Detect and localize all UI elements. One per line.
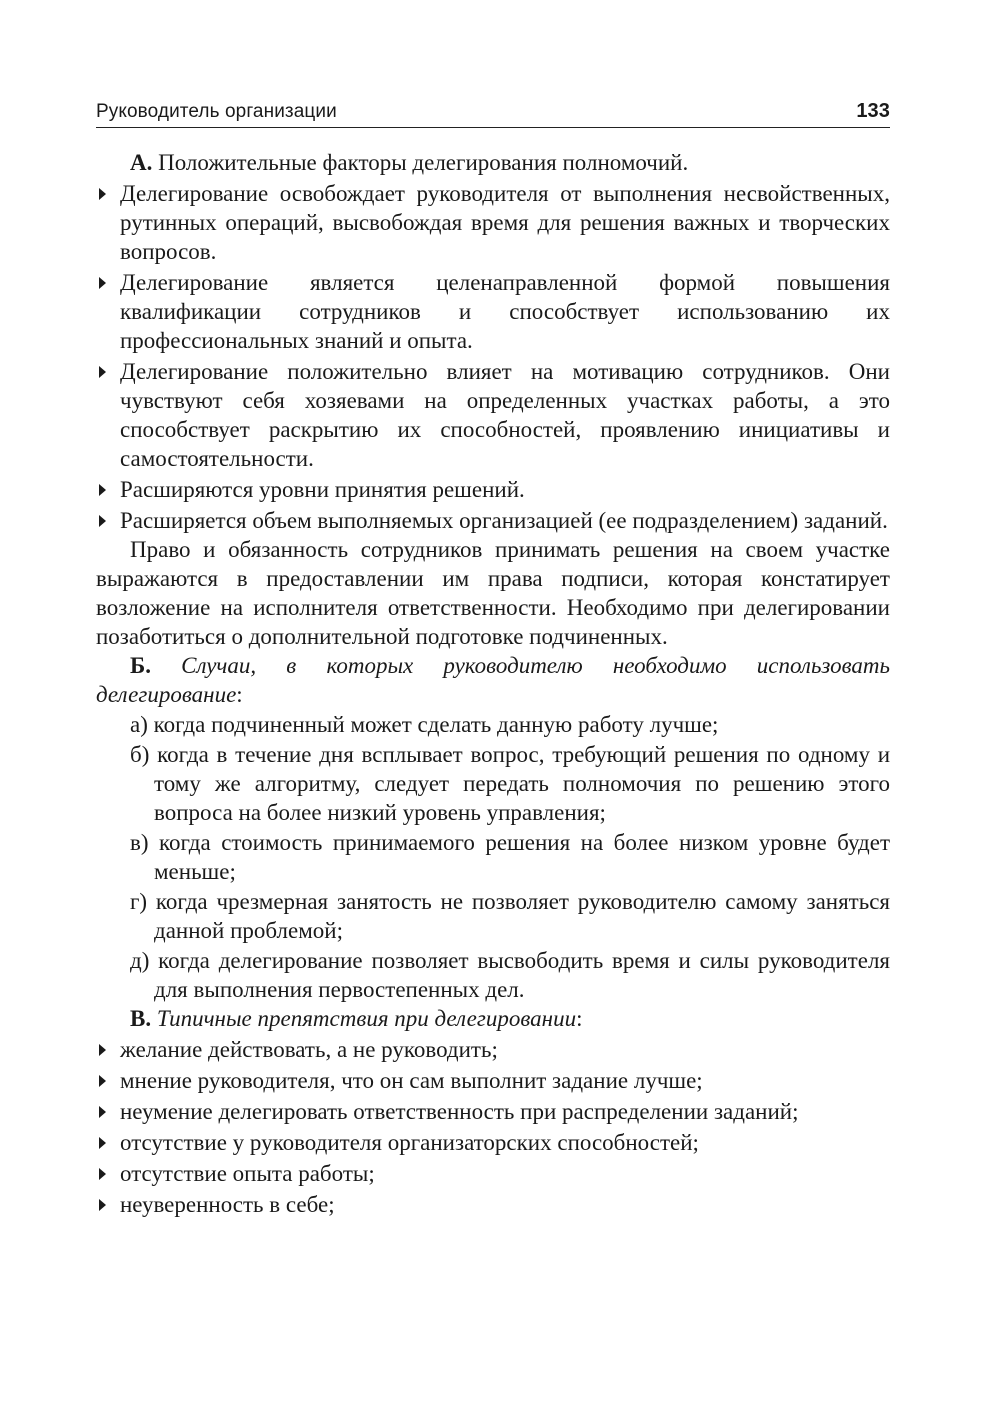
list-item: Делегирование является целенаправленной формой повышения квалификации сотрудников и способствует использованию их профессиональных знаний и опыта. xyxy=(96,268,890,355)
triangle-bullet-icon xyxy=(99,1199,106,1211)
body-paragraph: Право и обязанность сотрудников принимать решения на своем участке выражаются в предоставлении им права подписи, которая констатирует возложение на исполнителя ответственности. Необходимо при делегировании позаботиться о дополнительной подготовке подчиненных. xyxy=(96,537,890,649)
section-b-list xyxy=(96,710,890,1004)
list-item: неумение делегировать ответственность при распределении заданий; xyxy=(96,1097,890,1126)
list-item: мнение руководителя, что он сам выполнит задание лучше; xyxy=(96,1066,890,1095)
triangle-bullet-icon xyxy=(99,1106,106,1118)
triangle-bullet-icon xyxy=(99,1044,106,1056)
list-item: г) когда чрезмерная занятость не позволяет руководителю самому заняться данной проблемой; xyxy=(130,889,890,943)
list-item: Расширяются уровни принятия решений. xyxy=(96,475,890,504)
list-item: б) когда в течение дня всплывает вопрос, требующий решения по одному и тому же алгоритму, следует передать полномочия по решению этого вопроса на более низкий уровень управления; xyxy=(130,742,890,825)
section-c-label: В. xyxy=(130,1006,152,1031)
list-item: отсутствие опыта работы; xyxy=(96,1159,890,1188)
section-a-heading xyxy=(96,148,890,177)
triangle-bullet-icon xyxy=(99,366,106,378)
section-c-heading: В. Типичные препятствия при делегировании: xyxy=(130,1006,583,1031)
section-a-title: Положительные факторы делегирования полномочий. xyxy=(158,150,689,175)
list-item: желание действовать, а не руководить; xyxy=(96,1035,890,1064)
list-item: д) когда делегирование позволяет высвободить время и силы руководителя для выполнения первостепенных дел. xyxy=(130,948,890,1002)
list-item: неуверенность в себе; xyxy=(96,1190,890,1219)
section-a-list xyxy=(96,179,890,535)
section-c-list xyxy=(96,1035,890,1219)
triangle-bullet-icon xyxy=(99,515,106,527)
triangle-bullet-icon xyxy=(99,1075,106,1087)
list-item: Делегирование освобождает руководителя от выполнения несвойственных, рутинных операций, высвобождая время для решения важных и творческих вопросов. xyxy=(96,179,890,266)
running-title: Руководитель организации xyxy=(96,101,337,122)
section-a-label: А. xyxy=(130,150,153,175)
section-c-title: Типичные препятствия при делегировании xyxy=(156,1006,577,1031)
triangle-bullet-icon xyxy=(99,188,106,200)
page-number: 133 xyxy=(856,100,890,122)
running-header xyxy=(96,100,890,128)
triangle-bullet-icon xyxy=(99,484,106,496)
section-b-label: Б. xyxy=(130,653,151,678)
list-item: а) когда подчиненный может сделать данную работу лучше; xyxy=(130,712,719,737)
section-b-title: Случаи, в которых руководителю необходимо использовать делегирование xyxy=(96,653,890,707)
list-item: отсутствие у руководителя организаторских способностей; xyxy=(96,1128,890,1157)
list-item: в) когда стоимость принимаемого решения на более низком уровне будет меньше; xyxy=(130,830,890,884)
triangle-bullet-icon xyxy=(99,1168,106,1180)
triangle-bullet-icon xyxy=(99,277,106,289)
section-b-heading: Б. Случаи, в которых руководителю необходимо использовать делегирование: xyxy=(96,653,890,707)
triangle-bullet-icon xyxy=(99,1137,106,1149)
list-item: Расширяется объем выполняемых организацией (ее подразделением) заданий. xyxy=(96,506,890,535)
list-item: Делегирование положительно влияет на мотивацию сотрудников. Они чувствуют себя хозяевами на определенных участках работы, а это способствует раскрытию их способностей, проявлению инициативы и самостоятельности. xyxy=(96,357,890,473)
book-page xyxy=(96,100,890,1219)
page-body xyxy=(96,148,890,1219)
